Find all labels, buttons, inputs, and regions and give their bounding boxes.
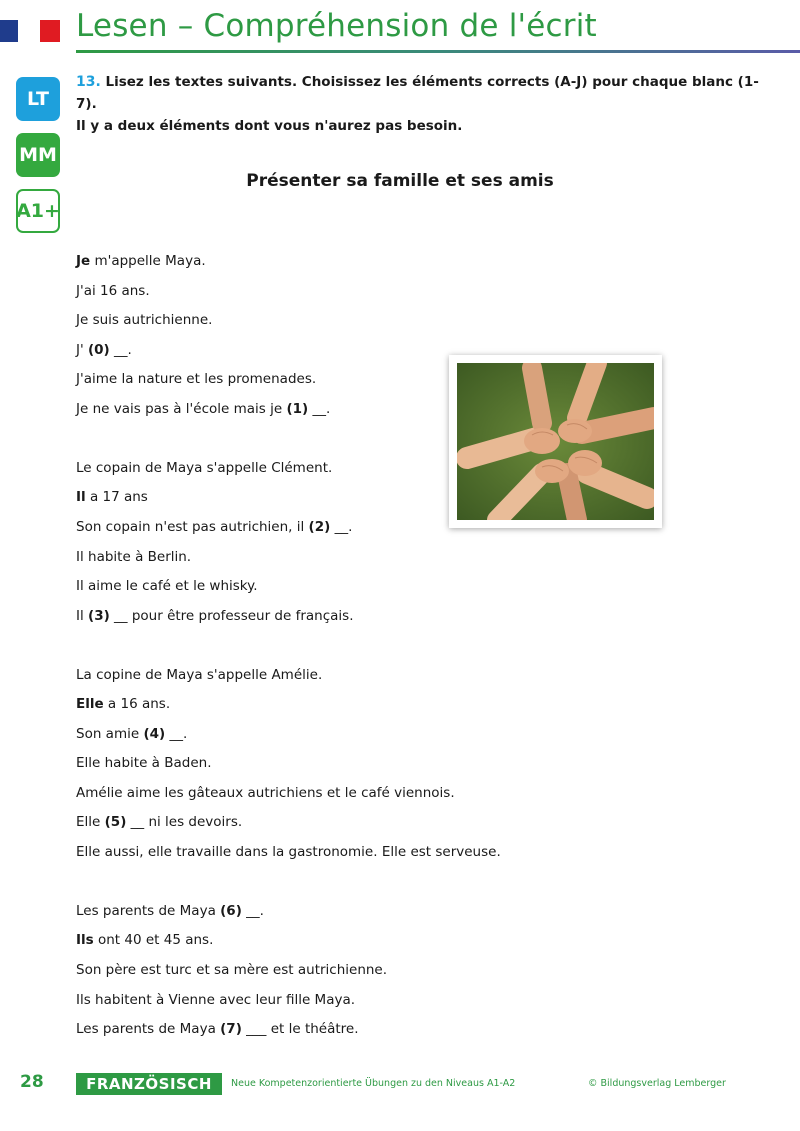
text-line: Je m'appelle Maya. xyxy=(76,253,206,269)
text-line: Il aime le café et le whisky. xyxy=(76,578,258,595)
footer-description: Neue Kompetenzorientierte Übungen zu den Niveaus A1-A2 xyxy=(231,1078,516,1089)
section-title: Présenter sa famille et ses amis xyxy=(246,171,554,191)
badge-a1-plus: A1+ xyxy=(16,189,60,233)
text-line: Ils ont 40 et 45 ans. xyxy=(76,932,214,949)
text-line: Elle a 16 ans. xyxy=(76,696,171,713)
text-line: Elle aussi, elle travaille dans la gastronomie. Elle est serveuse. xyxy=(76,844,501,861)
joined-hands-image xyxy=(457,363,654,520)
text-line: Ils habitent à Vienne avec leur fille Maya. xyxy=(76,991,356,1008)
exercise-number: 13. xyxy=(76,74,101,90)
text-line: Son père est turc et sa mère est autrichienne. xyxy=(76,962,388,979)
text-line-blank-3: Il (3) __ pour être professeur de français. xyxy=(76,607,354,624)
text-line-blank-0: J' (0) __. xyxy=(76,341,132,358)
text-line-blank-1: Je ne vais pas à l'école mais je (1) __. xyxy=(76,400,331,417)
joined-hands-photo xyxy=(449,355,662,528)
text-line-blank-5: Elle (5) __ ni les devoirs. xyxy=(76,814,243,831)
text-line: Il habite à Berlin. xyxy=(76,548,192,565)
instruction-line-2: Il y a deux éléments dont vous n'aurez pas besoin. xyxy=(76,118,463,134)
flag-blue-block xyxy=(0,20,18,42)
text-line: Elle habite à Baden. xyxy=(76,755,212,772)
subject-label: FRANZÖSISCH xyxy=(76,1073,222,1095)
badge-mm: MM xyxy=(16,133,60,177)
footer-copyright: © Bildungsverlag Lemberger xyxy=(588,1078,726,1089)
badge-lt: LT xyxy=(16,77,60,121)
text-line: J'aime la nature et les promenades. xyxy=(76,371,317,388)
page-number: 28 xyxy=(20,1072,44,1092)
header-divider xyxy=(76,50,800,53)
text-line-blank-4: Son amie (4) __. xyxy=(76,725,188,742)
page-header-title: Lesen – Compréhension de l'écrit xyxy=(76,8,597,44)
text-line-blank-6: Les parents de Maya (6) __. xyxy=(76,902,264,919)
text-line-blank-2: Son copain n'est pas autrichien, il (2) __. xyxy=(76,518,353,535)
text-line: La copine de Maya s'appelle Amélie. xyxy=(76,666,323,683)
text-line: Il a 17 ans xyxy=(76,489,148,506)
text-line: Amélie aime les gâteaux autrichiens et le café viennois. xyxy=(76,784,455,801)
flag-red-block xyxy=(40,20,60,42)
exercise-instructions xyxy=(76,71,776,137)
text-line: Je suis autrichienne. xyxy=(76,312,213,329)
text-line: Le copain de Maya s'appelle Clément. xyxy=(76,459,333,476)
text-line-blank-7: Les parents de Maya (7) ___ et le théâtre. xyxy=(76,1021,359,1038)
text-line: J'ai 16 ans. xyxy=(76,282,150,299)
instruction-line-1: Lisez les textes suivants. Choisissez les éléments corrects (A-J) pour chaque blanc (1-7). xyxy=(76,74,759,112)
